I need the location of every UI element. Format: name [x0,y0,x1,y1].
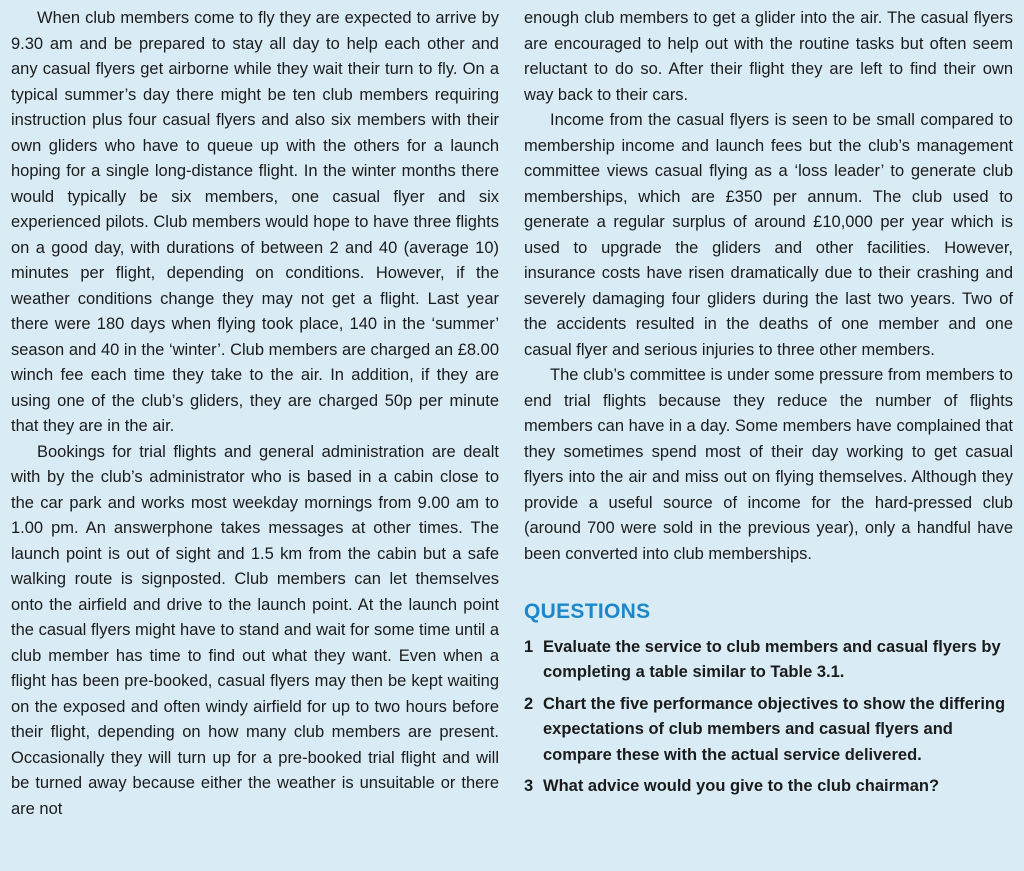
question-text: Evaluate the service to club members and casual flyers by completing a table similar to Table 3.1. [543,637,1001,681]
paragraph-committee: The club’s committee is under some pressure from members to end trial flights because they reduce the number of flights members can have in a day. Some members have complained that they sometimes spend most of their day working to get casual flyers into the air and miss out on flying themselves. Although they provide a useful source of income for the hard-pressed club (around 700 were sold in the previous year), only a handful have been converted into club memberships. [524,366,1013,563]
paragraph-bookings: Bookings for trial flights and general administration are dealt with by the club’s administrator who is based in a cabin close to the car park and works most weekday mornings from 9.00 am to 1.00 pm. An answerphone takes messages at other times. The launch point is out of sight and 1.5 km from the cabin but a safe walking route is signposted. Club members can let themselves onto the airfield and drive to the launch point. At the launch point the casual flyers might have to stand and wait for some time until a club member has time to find out what they want. Even when a flight has been pre-booked, casual flyers may then be kept waiting on the exposed and often windy airfield for up to two hours before their flight, depending on how many club members are present. Occasionally they will turn up for a pre-booked trial flight and will be turned away because either the weather is unsuitable or there are not [11,442,499,818]
question-number: 2 [524,694,534,713]
question-number: 3 [524,777,534,795]
question-number: 1 [524,637,534,656]
question-item [524,774,1013,800]
question-item [524,692,1013,769]
left-column [11,6,499,822]
right-column [524,6,1013,806]
question-text: What advice would you give to the club chairman? [543,777,940,795]
questions-heading: QUESTIONS [524,600,651,623]
paragraph-continuation: enough club members to get a glider into the air. The casual flyers are encouraged to help out with the routine tasks but often seem reluctant to do so. After their flight they are left to find their own way back to their cars. [524,9,1013,104]
paragraph-income: Income from the casual flyers is seen to be small compared to membership income and launch fees but the club’s management committee views casual flying as a ‘loss leader’ to generate club memberships, which are £350 per annum. The club used to generate a regular surplus of around £10,000 per year which is used to upgrade the gliders and other facilities. However, insurance costs have risen dramatically due to their crashing and severely damaging four gliders during the last two years. Two of the accidents resulted in the deaths of one member and one casual flyer and serious injuries to three other members. [524,111,1013,359]
paragraph-arrival: When club members come to fly they are expected to arrive by 9.30 am and be prepared to stay all day to help each other and any casual flyers get airborne while they wait their turn to fly. On a typical summer’s day there might be ten club members requiring instruction plus four casual flyers and also six members with their own gliders who have to queue up with the others for a launch hoping for a single long-distance flight. In the winter months there would typically be six members, one casual flyer and six experienced pilots. Club members would hope to have three flights on a good day, with durations of between 2 and 40 (average 10) minutes per flight, depending on conditions. However, if the weather conditions change they may not get a flight. Last year there were 180 days when flying took place, 140 in the ‘summer’ season and 40 in the ‘winter’. Club members are charged an £8.00 winch fee each time they take to the air. In addition, if they are using one of the club’s gliders, they are charged 50p per minute that they are in the air. [11,9,499,435]
question-text: Chart the five performance objectives to show the differing expectations of club members and casual flyers and compare these with the actual service delivered. [543,694,1006,764]
question-item [524,635,1013,686]
